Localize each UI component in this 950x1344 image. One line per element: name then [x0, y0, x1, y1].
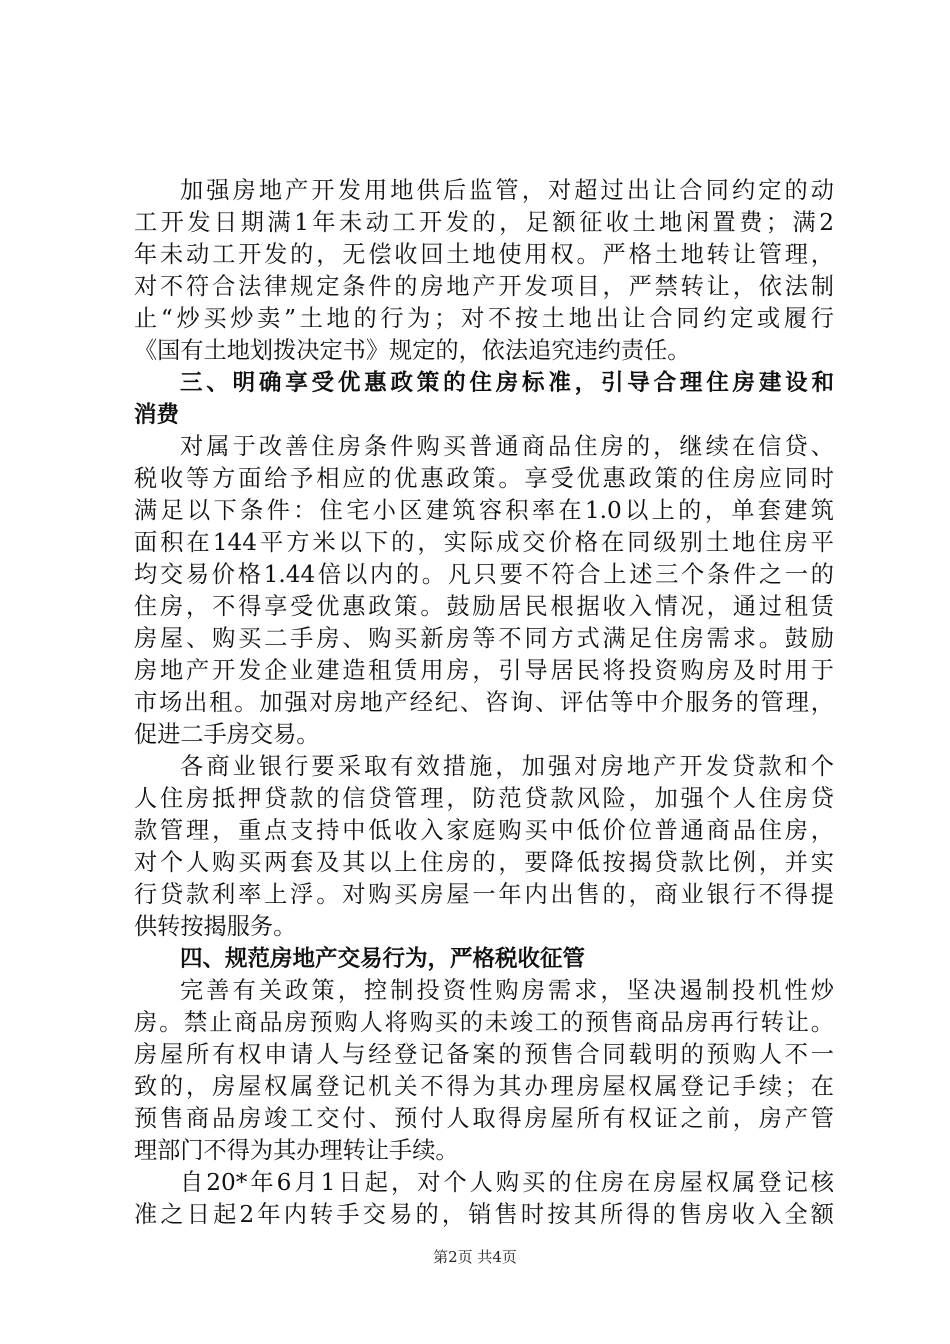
- paragraph-line: 面积在144平方米以下的，实际成交价格在同级别土地住房平: [134, 529, 834, 556]
- paragraph-line: 对不符合法律规定条件的房地产开发项目，严禁转让，依法制: [134, 273, 834, 300]
- paragraph-line: 加强房地产开发用地供后监管，对超过出让合同约定的动: [180, 177, 834, 204]
- paragraph-line: 对个人购买两套及其以上住房的，要降低按揭贷款比例，并实: [134, 849, 834, 876]
- section-heading: 消费: [134, 402, 180, 428]
- paragraph-line: 住房，不得享受优惠政策。鼓励居民根据收入情况，通过租赁: [134, 593, 834, 620]
- paragraph-line: 理部门不得为其办理转让手续。: [134, 1137, 459, 1164]
- paragraph-line: 行贷款利率上浮。对购买房屋一年内出售的，商业银行不得提: [134, 881, 834, 908]
- paragraph-line: 满足以下条件：住宅小区建筑容积率在1.0以上的，单套建筑: [134, 497, 834, 524]
- paragraph-line: 致的，房屋权属登记机关不得为其办理房屋权属登记手续；在: [134, 1073, 834, 1100]
- paragraph-line: 房地产开发企业建造租赁用房，引导居民将投资购房及时用于: [134, 657, 834, 684]
- paragraph-line: 促进二手房交易。: [134, 721, 320, 748]
- paragraph-line: 对属于改善住房条件购买普通商品住房的，继续在信贷、: [180, 433, 834, 460]
- paragraph-line: 自20*年6月1日起，对个人购买的住房在房屋权属登记核: [180, 1169, 834, 1196]
- paragraph-line: 准之日起2年内转手交易的，销售时按其所得的售房收入全额: [134, 1201, 834, 1228]
- paragraph-line: 供转按揭服务。: [134, 913, 297, 940]
- paragraph-line: 房屋、购买二手房、购买新房等不同方式满足住房需求。鼓励: [134, 625, 834, 652]
- paragraph-line: 房。禁止商品房预购人将购买的未竣工的预售商品房再行转让。: [134, 1009, 834, 1036]
- paragraph-line: 均交易价格1.44倍以内的。凡只要不符合上述三个条件之一的: [134, 561, 834, 588]
- paragraph-line: 款管理，重点支持中低收入家庭购买中低价位普通商品住房，: [134, 817, 834, 844]
- section-heading: 三、明确享受优惠政策的住房标准，引导合理住房建设和: [180, 370, 834, 396]
- paragraph-line: 年未动工开发的，无偿收回土地使用权。严格土地转让管理，: [134, 241, 834, 268]
- paragraph-line: 工开发日期满1年未动工开发的，足额征收土地闲置费；满2: [134, 209, 834, 236]
- paragraph-line: 房屋所有权申请人与经登记备案的预售合同载明的预购人不一: [134, 1041, 834, 1068]
- paragraph-line: 人住房抵押贷款的信贷管理，防范贷款风险，加强个人住房贷: [134, 785, 834, 812]
- paragraph-line: 《国有土地划拨决定书》规定的，依法追究违约责任。: [134, 337, 691, 364]
- paragraph-line: 止“炒买炒卖”土地的行为；对不按土地出让合同约定或履行: [134, 305, 834, 332]
- paragraph-line: 市场出租。加强对房地产经纪、咨询、评估等中介服务的管理，: [134, 689, 834, 716]
- paragraph-line: 预售商品房竣工交付、预付人取得房屋所有权证之前，房产管: [134, 1105, 834, 1132]
- paragraph-line: 完善有关政策，控制投资性购房需求，坚决遏制投机性炒: [180, 977, 834, 1004]
- page-footer: [0, 1246, 950, 1267]
- page-number-label: 第2页 共4页: [433, 1248, 517, 1266]
- section-heading: 四、规范房地产交易行为，严格税收征管: [180, 946, 586, 972]
- paragraph-line: 各商业银行要采取有效措施，加强对房地产开发贷款和个: [180, 753, 834, 780]
- paragraph-line: 税收等方面给予相应的优惠政策。享受优惠政策的住房应同时: [134, 465, 834, 492]
- document-body: [134, 175, 834, 1231]
